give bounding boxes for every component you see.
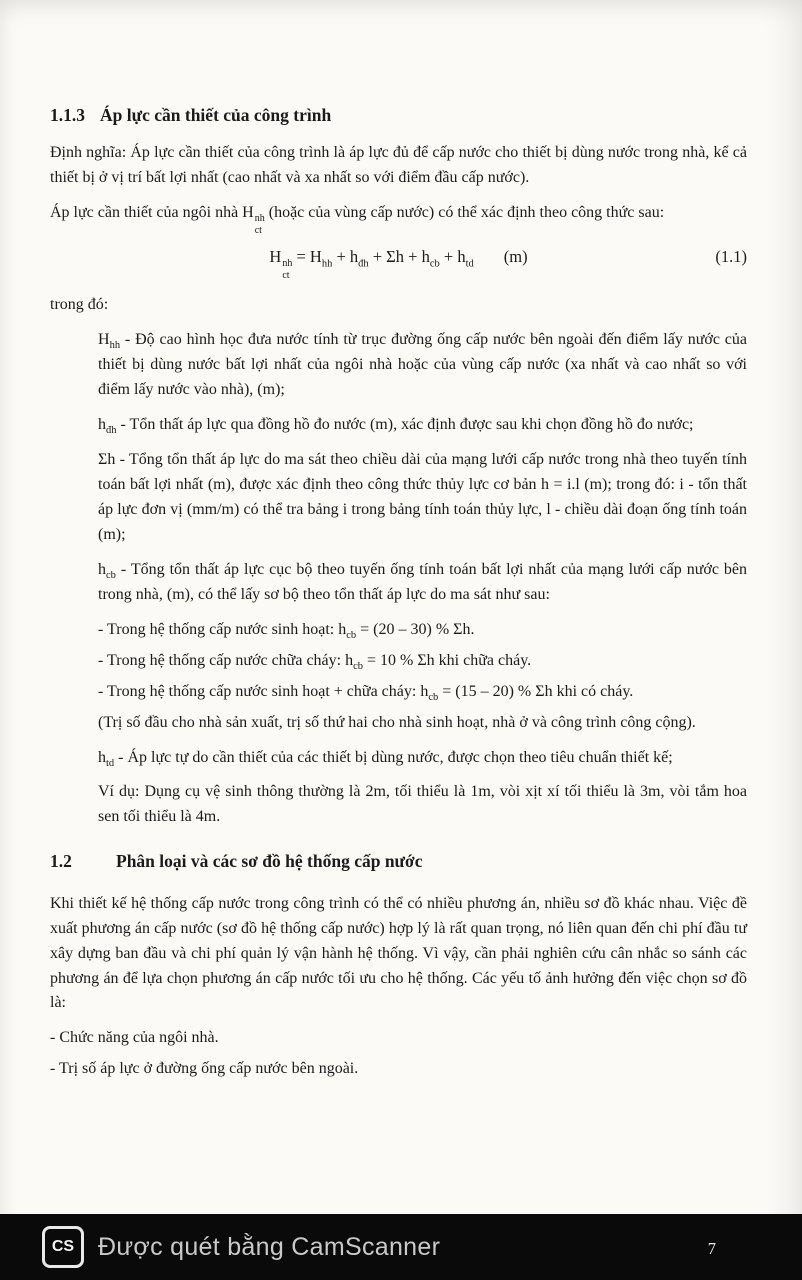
symbol-hct: H nh ct <box>242 204 265 236</box>
definition-hdh: $h_{đh}$ - Tổn thất áp lực qua đồng hồ đo nước (m), xác định được sau khi chọn đồng hồ đo nước; <box>98 416 694 437</box>
equation-number: (1.1) <box>715 247 747 267</box>
paragraph-formula-intro <box>50 201 747 236</box>
hcb-case-chua-chay: - Trong hệ thống cấp nước chữa cháy: $h_{cb} = 10$ % Σh khi chữa cháy. <box>98 651 532 672</box>
camscanner-logo-icon: CS <box>42 1226 84 1268</box>
section-1-2-number: 1.2 <box>50 851 72 872</box>
section-1-1-3-heading <box>50 102 747 129</box>
bullet-tri-so-ap-luc: - Trị số áp lực ở đường ống cấp nước bên ngoài. <box>50 1060 359 1078</box>
equation-1-1 <box>50 244 747 281</box>
camscanner-footer-bar <box>0 1214 802 1280</box>
term-htd: $h_{td}$ <box>98 748 115 769</box>
intro-pre: Áp lực cần thiết của ngôi nhà <box>50 204 243 222</box>
term-hcb: $h_{cb}$ <box>98 560 116 581</box>
formula-expression: H nh ct = $H_{hh} + h_{đh} + \Sigma h + h_{cb} + h_{td}$ (m) <box>269 247 528 281</box>
example-paragraph: Ví dụ: Dụng cụ vệ sinh thông thường là 2m, tối thiểu là 1m, vòi xịt xí tối thiểu là 3m, vòi tắm hoa sen tối thiểu là 4m. <box>98 783 747 826</box>
definition-hcb: $h_{cb}$ - Tổng tổn thất áp lực cục bộ theo tuyến ống tính toán bất lợi nhất của mạng lưới cấp nước bên trong nhà, (m), có thể lấy sơ bộ theo tổn thất áp lực do ma sát như sau: <box>98 560 747 603</box>
paragraph-1-2: Khi thiết kế hệ thống cấp nước trong công trình có thể có nhiều phương án, nhiều sơ đồ khác nhau. Việc đề xuất phương án cấp nước (sơ đồ hệ thống cấp nước) hợp lý là rất quan trọng, nó liên quan đến chi phí đầu tư xây dựng ban đầu và chi phí quản lý vận hành hệ thống. Vì vậy, cần phải nghiên cứu cân nhắc so sánh các phương án để lựa chọn phương án cấp nước tối ưu cho hệ thống. Các yếu tố ảnh hưởng đến việc chọn sơ đồ là: <box>50 894 747 1012</box>
section-1-1-3-number: 1.1.3 <box>50 105 85 125</box>
definition-sigma-h: Σh - Tổng tổn thất áp lực do ma sát theo chiều dài của mạng lưới cấp nước trong nhà theo tuyến tính toán bất lợi nhất (m), được xác định theo công thức thủy lực cơ bản h = i.l (m); trong đó: i - tổn thất áp lực đơn vị (mm/m) có thể tra bảng i trong bảng tính toán thủy lực, l - chiều dài đoạn ống tính toán (m); <box>98 450 747 543</box>
definitions-block <box>98 328 747 830</box>
term-hhh: $H_{hh}$ <box>98 331 121 352</box>
section-1-2-heading <box>50 848 747 875</box>
hcb-case-sinh-hoat: - Trong hệ thống cấp nước sinh hoạt: $h_{cb} = (20 - 30)$ % Σh. <box>98 620 475 641</box>
term-sigma-h: Σh <box>98 450 116 468</box>
trong-do-label: trong đó: <box>50 296 109 314</box>
page-number: 7 <box>707 1239 716 1258</box>
definition-hhh: $H_{hh}$ - Độ cao hình học đưa nước tính từ trục đường ống cấp nước bên ngoài đến điểm lấy nước của thiết bị dùng nước bất lợi nhất của ngôi nhà hoặc của vùng cấp nước (xa nhất và cao nhất so với điểm lấy nước vào nhà), (m); <box>98 331 747 399</box>
section-1-2-title: Phân loại và các sơ đồ hệ thống cấp nước <box>116 851 423 872</box>
section-1-1-3-title: Áp lực cần thiết của công trình <box>100 105 332 125</box>
term-hdh: $h_{đh}$ <box>98 416 117 437</box>
hcb-case-sinh-hoat-chua-chay: - Trong hệ thống cấp nước sinh hoạt + chữa cháy: $h_{cb} = (15 - 20)$ % Σh khi có cháy. <box>98 682 634 703</box>
camscanner-watermark-text: Được quét bằng CamScanner <box>98 1232 441 1261</box>
intro-post: (hoặc của vùng cấp nước) có thể xác định theo công thức sau: <box>264 204 665 222</box>
paragraph-definition: Định nghĩa: Áp lực cần thiết của công trình là áp lực đủ để cấp nước cho thiết bị dùng nước trong nhà, kể cả thiết bị ở vị trí bất lợi nhất (cao nhất và xa nhất so với điểm đầu cấp nước). <box>50 144 747 187</box>
note-tri-so: (Trị số đầu cho nhà sản xuất, trị số thứ hai cho nhà sinh hoạt, nhà ở và công trình công cộng). <box>98 713 696 731</box>
definition-htd: $h_{td}$ - Áp lực tự do cần thiết của các thiết bị dùng nước, được chọn theo tiêu chuẩn thiết kế; <box>98 748 673 769</box>
bullet-chuc-nang: - Chức năng của ngôi nhà. <box>50 1029 219 1047</box>
